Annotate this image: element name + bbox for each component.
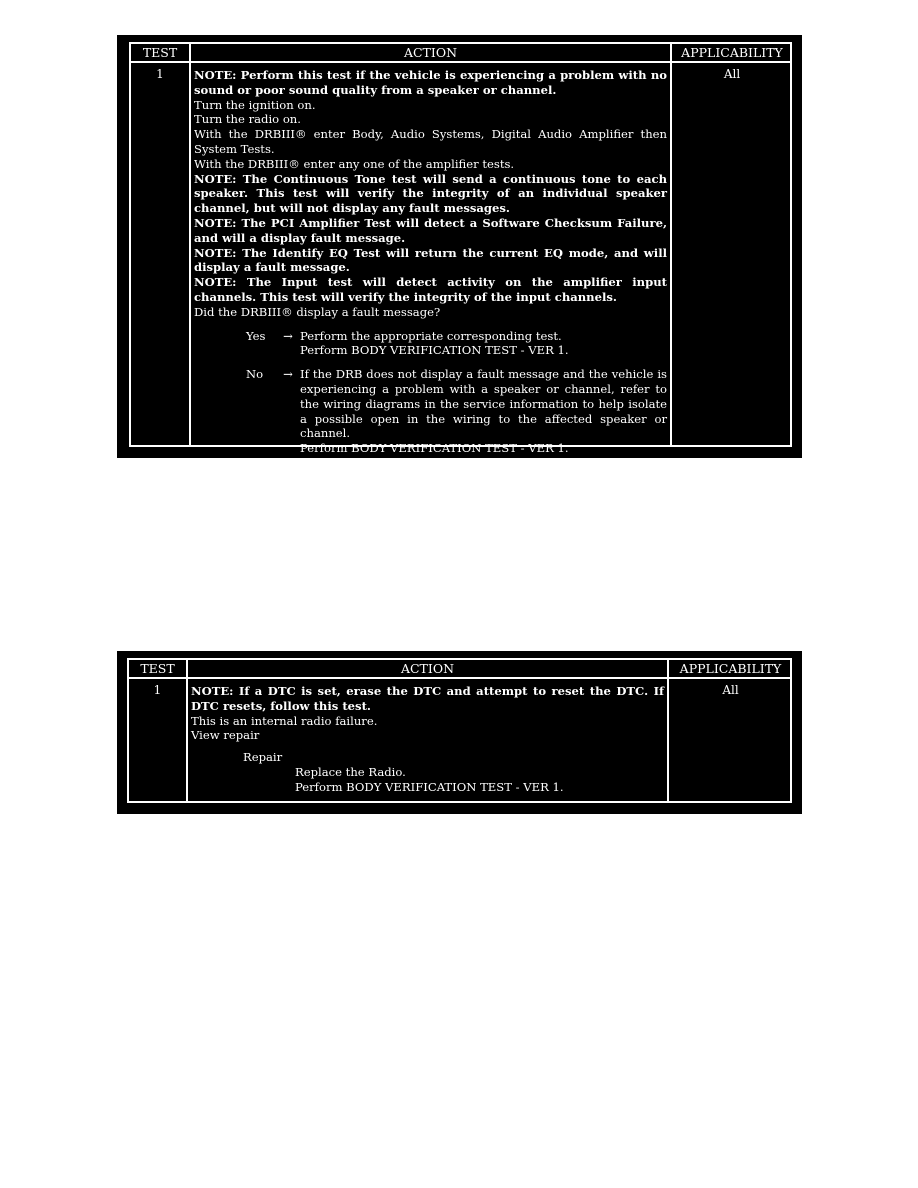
yes-label: Yes [246,328,266,343]
test-number: 1 [156,67,164,81]
table-2-border [127,658,792,803]
note-line: NOTE: The Continuous Tone test will send a continuous tone to each speaker. This test will verify the integrity of an individual speaker channel, but will not display any fault messages. [194,171,667,216]
instruction-line: Did the DRBIII® display a fault message? [194,304,441,319]
table-1-border [129,42,792,456]
instruction-line: Turn the ignition on. [194,97,316,112]
arrow-icon: → [283,328,293,343]
yes-line-1: Perform the appropriate corresponding test. [300,328,562,343]
header-divider [131,61,790,63]
header-divider [129,677,790,679]
header-applicability: APPLICABILITY [681,45,783,60]
table-2 [117,651,802,814]
note-line: NOTE: Perform this test if the vehicle is experiencing a problem with no sound or poor sound quality from a speaker or channel. [194,68,667,97]
action-lines [194,68,667,320]
no-line-1: If the DRB does not display a fault message and the vehicle is experiencing a problem with a speaker or channel, refer to the wiring diagrams in the service information to help isolate a possible open in the wiring to the affected speaker or channel. [300,367,667,441]
repair-label: Repair [243,750,283,765]
no-line-2: Perform BODY VERIFICATION TEST - VER 1. [300,441,569,456]
repair-line-1: Replace the Radio. [295,764,406,779]
header-test: TEST [140,661,175,676]
note-text: NOTE: If a DTC is set, erase the DTC and attempt to reset the DTC. If DTC resets, follow this test. [191,684,664,713]
header-action: ACTION [400,661,455,676]
test-number: 1 [153,683,162,697]
repair-line-2: Perform BODY VERIFICATION TEST - VER 1. [295,779,564,794]
table-1 [117,35,802,458]
instruction-line: With the DRBIII® enter Body, Audio Systems, Digital Audio Amplifier then System Tests. [194,127,667,156]
yes-branch [246,329,667,359]
applicability-value: All [723,67,741,81]
header-action: ACTION [403,45,458,60]
column-divider [670,44,672,445]
action-cell [194,68,667,456]
instruction-line: With the DRBIII® enter any one of the amplifier tests. [194,156,515,171]
instruction-line: Turn the radio on. [194,112,301,127]
column-divider [186,660,188,801]
applicability-value: All [722,683,739,697]
column-divider [189,44,191,445]
header-applicability: APPLICABILITY [679,661,782,676]
note-line: NOTE: The Input test will detect activity on the amplifier input channels. This test will verify the integrity of the input channels. [194,275,667,304]
action-line-1: This is an internal radio failure. [191,713,378,728]
no-label: No [246,367,264,382]
note-line: NOTE: The Identify EQ Test will return the current EQ mode, and will display a fault message. [194,245,667,275]
arrow-icon: → [283,367,293,382]
column-divider [667,660,669,801]
no-branch [246,367,667,456]
yes-line-2: Perform BODY VERIFICATION TEST - VER 1. [300,343,569,358]
note-line: NOTE: The PCI Amplifier Test will detect a Software Checksum Failure, and will a display fault message. [194,215,667,245]
view-repair-text: View repair [191,728,260,743]
header-test: TEST [142,45,178,60]
action-cell [191,684,664,795]
